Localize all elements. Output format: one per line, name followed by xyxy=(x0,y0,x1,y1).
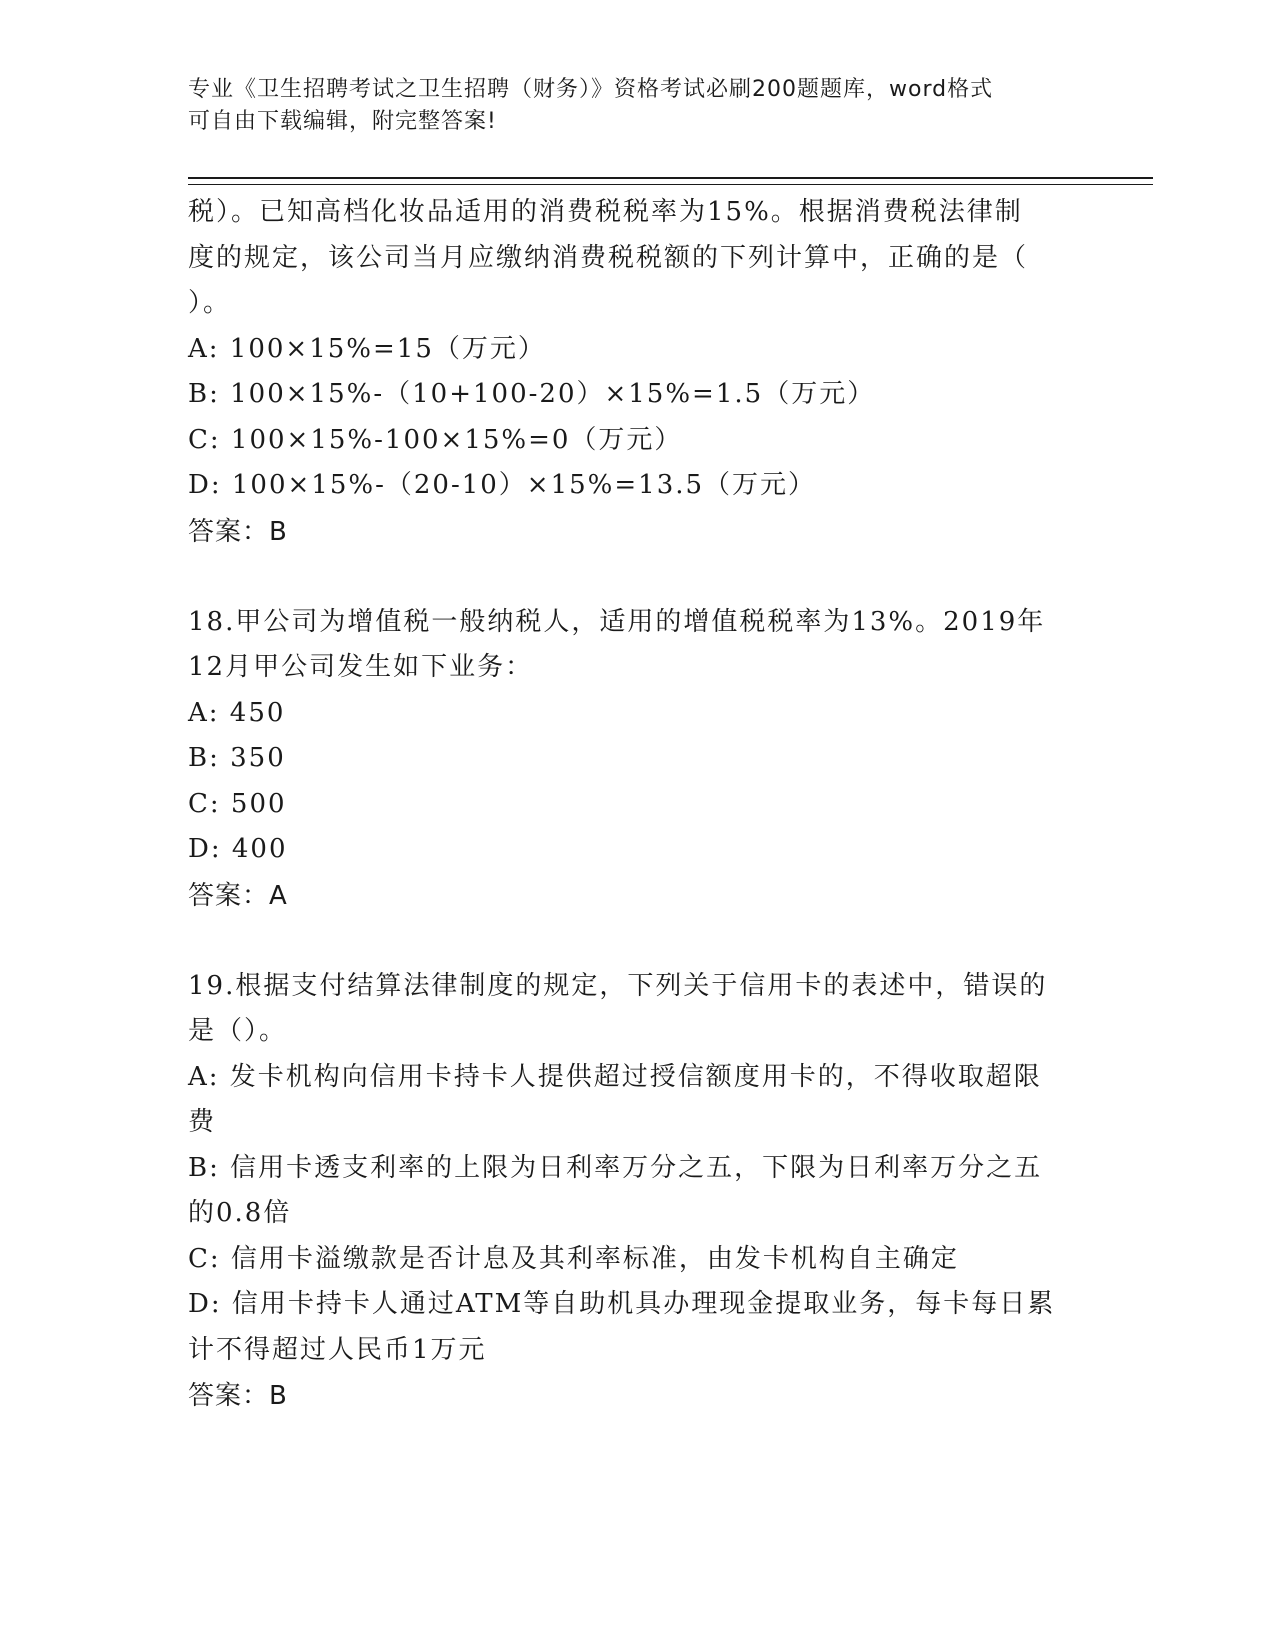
answer-label: 答案：B xyxy=(188,516,288,547)
header-divider-thin xyxy=(188,184,1153,185)
option-a: A: 450 xyxy=(188,697,286,728)
question-stem-line: ）。 xyxy=(188,288,232,318)
option-d: D: 信用卡持卡人通过ATM等自助机具办理现金提取业务，每卡每日累 xyxy=(188,1289,1056,1319)
option-a: A: 发卡机构向信用卡持卡人提供超过授信额度用卡的，不得收取超限 xyxy=(188,1061,1042,1092)
option-d: D: 400 xyxy=(188,834,288,864)
answer-label: 答案：B xyxy=(188,1381,288,1411)
document-header xyxy=(188,74,1088,138)
question-stem-line: 19.根据支付结算法律制度的规定，下列关于信用卡的表述中，错误的 xyxy=(188,970,1048,1001)
question-stem-line: 12月甲公司发生如下业务： xyxy=(188,652,534,682)
header-line-1: 专业《卫生招聘考试之卫生招聘（财务）》资格考试必刷200题题库，word格式 xyxy=(188,77,994,102)
question-stem-line: 18.甲公司为增值税一般纳税人，适用的增值税税率为13%。2019年 xyxy=(188,606,1046,637)
question-stem-line: 税）。已知高档化妆品适用的消费税税率为15%。根据消费税法律制 xyxy=(188,197,1023,227)
option-d-continued: 计不得超过人民币1万元 xyxy=(188,1334,487,1365)
question-17 xyxy=(188,190,1088,555)
option-c: C: 100×15%-100×15%=0（万元） xyxy=(188,424,683,455)
option-a-continued: 费 xyxy=(188,1107,217,1137)
option-c: C: 500 xyxy=(188,788,287,819)
spacer xyxy=(188,919,1088,964)
option-b-continued: 的0.8倍 xyxy=(188,1198,292,1228)
option-b: B: 350 xyxy=(188,743,286,773)
option-d: D: 100×15%-（20-10）×15%=13.5（万元） xyxy=(188,470,817,500)
question-content xyxy=(188,190,1088,1419)
option-c: C: 信用卡溢缴款是否计息及其利率标准，由发卡机构自主确定 xyxy=(188,1243,959,1274)
option-b: B: 100×15%-（10+100-20）×15%=1.5（万元） xyxy=(188,379,876,409)
question-19 xyxy=(188,964,1088,1420)
question-stem-line: 是（）。 xyxy=(188,1016,288,1046)
question-stem-line: 度的规定，该公司当月应缴纳消费税税额的下列计算中，正确的是（ xyxy=(188,242,1029,273)
answer-label: 答案：A xyxy=(188,880,288,911)
option-a: A: 100×15%=15（万元） xyxy=(188,333,546,364)
question-18 xyxy=(188,600,1088,919)
spacer xyxy=(188,555,1088,600)
option-b: B: 信用卡透支利率的上限为日利率万分之五，下限为日利率万分之五 xyxy=(188,1152,1043,1183)
header-divider-thick xyxy=(188,177,1153,179)
header-line-2: 可自由下载编辑，附完整答案! xyxy=(188,109,497,134)
